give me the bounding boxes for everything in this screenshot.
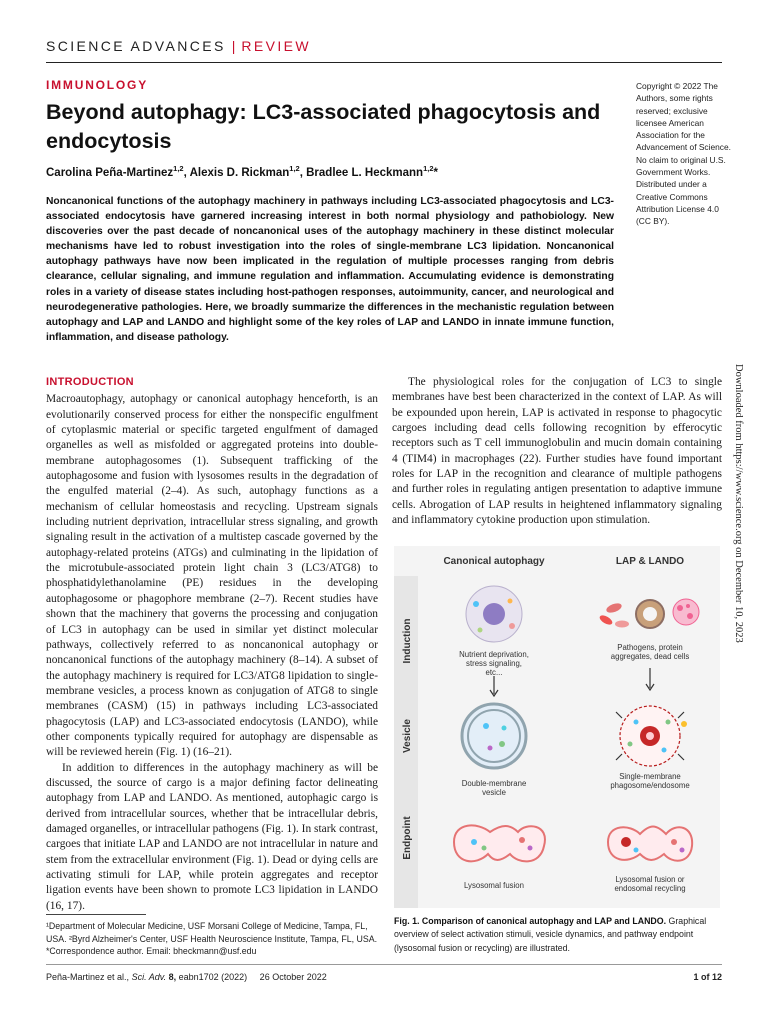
footnotes: [46, 920, 380, 958]
footer-citation: [46, 972, 327, 982]
body-paragraph: The physiological roles for the conjugation of LC3 to single membranes have best been characterized in the context of LAP. As will be expounded upon herein, LAP is activated in response to phagocytic cargoes including dead cells following recognition by efferocytic receptors such as T cell immunoglobulin and mucin domain containing 4 (TIM4) in macrophages (22). Further studies have found important roles for LAP in the recognition and clearance of multiple pathogens and further roles in regulating antigen presentation to adaptive immune cells. Abrogation of LAP results in heightened inflammatory signaling and inflammatory cytokine production upon stimulation.: [392, 376, 722, 527]
figure-col-title: Canonical autophagy: [443, 556, 545, 567]
author-name[interactable]: Bradlee L. Heckmann: [306, 166, 424, 179]
figure-vesicle-text: Double-membrane vesicle: [461, 779, 527, 797]
author-name[interactable]: Alexis D. Rickman: [189, 166, 290, 179]
footnote-rule: [46, 914, 146, 915]
abstract: Noncanonical functions of the autophagy machinery in pathways including LC3-associated phagocytosis and LC3-associated endocytosis have garnered increasing interest in both normal physiology and pathobiology. New discoveries over the past decade of noncanonical uses of the autophagy machinery in these distinct molecular mechanisms have led to robust investigation into the roles of single-membrane LC3 lipidation. Noncanonical autophagy pathways have now been implicated in the regulation of multiple processes ranging from debris clearance, cellular signaling, and immune regulation and inflammation. Accumulating evidence is demonstrating roles in a variety of disease states including host-pathogen responses, autoimmunity, cancer, and neurological and neurodegenerative pathologies. Here, we broadly summarize the differences in the mechanistic regulation between autophagy and LAP and LANDO and highlight some of the key roles of LAP and LANDO in innate immune function, inflammation, and disease pathology.: [46, 196, 614, 343]
single-membrane-phagosome-icon: [616, 706, 687, 766]
row-label-endpoint: Endpoint: [402, 816, 413, 860]
caption-text: Graphical overview of select activation stimuli, vesicle dynamics, and pathway endpoint (lysosomal fusion or recycling) are illustrated.: [394, 916, 707, 953]
citation-volume: 8,: [168, 972, 177, 982]
figure-endpoint-text: Lysosomal fusion: [464, 881, 524, 890]
figure-graphic: [394, 546, 720, 908]
author-affiliation: 1,2: [289, 164, 300, 173]
figure-caption: [394, 915, 722, 955]
footer-rule: [46, 964, 722, 965]
row-label-induction: Induction: [402, 618, 413, 664]
download-watermark: Downloaded from https://www.science.org on December 10, 2023: [733, 364, 744, 643]
figure-vesicle-text: Single-membrane phagosome/endosome: [610, 772, 690, 790]
section-name: REVIEW: [241, 38, 312, 54]
author-affiliation: 1,2: [173, 164, 184, 173]
citation-authors: Peña-Martinez et al.,: [46, 972, 130, 982]
pathogen-icon: [598, 602, 629, 628]
citation-details: eabn1702 (2022) 26 October 2022: [178, 972, 327, 982]
double-membrane-vesicle-icon: [462, 704, 526, 768]
header-divider: |: [231, 38, 236, 54]
copyright-notice: Copyright © 2022 The Authors, some rights reserved; exclusive licensee American Association for the Advancement of Science. No claim to original U.S. Government Works. Distributed under a Creative Commons Attribution License 4.0 (CC BY).: [636, 81, 731, 227]
author-separator: ,: [183, 166, 190, 179]
journal-name: SCIENCE ADVANCES: [46, 38, 226, 54]
row-label-vesicle: Vesicle: [402, 719, 413, 753]
page-number: 1 of 12: [693, 972, 722, 982]
correspondence-note: *Correspondence author. Email: bheckmann@usf.edu: [46, 946, 257, 957]
author-separator: *: [433, 166, 439, 179]
author-affiliation: 1,2: [423, 164, 434, 173]
figure-induction-text: Pathogens, protein aggregates, dead cells: [610, 643, 690, 661]
figure-col-title: LAP & LANDO: [615, 556, 685, 567]
caption-label: Fig. 1. Comparison of canonical autophagy and LAP and LANDO.: [394, 916, 667, 926]
author-separator: ,: [299, 166, 307, 179]
body-paragraph: Macroautophagy, autophagy or canonical autophagy henceforth, is an evolutionarily conserved process for either the nonspecific engulfment of cytoplasmic material or specific targeted engulfment of damaged organelles as well as misfolded or aggregated proteins into double-membrane autophagosomes (1). Subsequent trafficking of the autophagosome and fusion with lysosomes results in the degradation of the engulfed material (2–4). As such, autophagy functions as a mechanism of cellular homeostasis and recycling. Upstream signals including nutrient deprivation, intracellular stress signaling, and growth signaling result in the activation of a multistep cascade governed by the autophagy-related proteins (ATGs) and culminating in the lipidation of the microtubule-associated protein light chain 3 (LC3/ATG8) to phosphatidylethanolamine (PE) residues in the developing autophagosome or phagophore membrane (2–7). Recent studies have shown that the machinery that governs the processing and conjugation of LC3 in autophagy can be used in similar yet distinct molecular pathways, collectively referred to as noncanonical autophagy or noncanonical functions of the autophagy machinery (8–14). A subset of the autophagy machinery is required for LC3/ATG8 lipidation to single-membrane vesicles, a process known as conjugation of ATG8 to single membranes (CASM) (15) in pathways including LC3-associated phagocytosis (LAP) and LC3-associated endocytosis (LANDO), while other components typically required for autophagy are dispensable as will be reviewed herein (Fig. 1) (16–21).: [46, 393, 378, 759]
dead-cell-icon: [673, 599, 699, 625]
affiliation-note: ¹Department of Molecular Medicine, USF Morsani College of Medicine, Tampa, FL, USA. ²Byrd Alzheimer's Center, USF Health Neuroscience Institute, Tampa, FL, USA.: [46, 921, 378, 944]
figure-induction-text: Nutrient deprivation, stress signaling, etc...: [459, 650, 529, 677]
article-category: IMMUNOLOGY: [46, 78, 148, 92]
header-rule: [46, 62, 722, 63]
lysosomal-fusion-icon: [454, 825, 545, 861]
citation-journal: Sci. Adv.: [131, 972, 167, 982]
protein-aggregate-icon: [636, 600, 664, 628]
section-heading: INTRODUCTION: [46, 376, 134, 388]
lysosomal-fusion-or-recycling-icon: [608, 827, 692, 861]
body-paragraph: In addition to differences in the autophagy machinery as will be discussed, the source of cargo is a major defining factor delineating autophagy from LAP and LANDO. As mentioned, autophagic cargo is derived from intracellular sources, whether that be intracellular debris, damaged organelles, or intracellular pathogens (Fig. 1). In stark contrast, cargoes that initiate LAP and LANDO are not intracellular in nature and stem from the extracellular environment (Fig. 1). Dead or dying cells are activating stimuli for LAP, while protein aggregates and receptor ligation events have been shown to promote LC3 lipidation in LANDO (16, 17).: [46, 761, 378, 912]
figure-1: [394, 546, 720, 908]
author-list: [46, 164, 438, 179]
author-name[interactable]: Carolina Peña-Martinez: [46, 166, 174, 179]
figure-endpoint-text: Lysosomal fusion or endosomal recycling: [614, 875, 686, 893]
body-column-left: [46, 375, 378, 914]
body-column-right: [392, 375, 722, 528]
cell-icon: [466, 586, 522, 642]
article-title: Beyond autophagy: LC3-associated phagocytosis and endocytosis: [46, 100, 601, 153]
journal-header: [46, 38, 311, 54]
